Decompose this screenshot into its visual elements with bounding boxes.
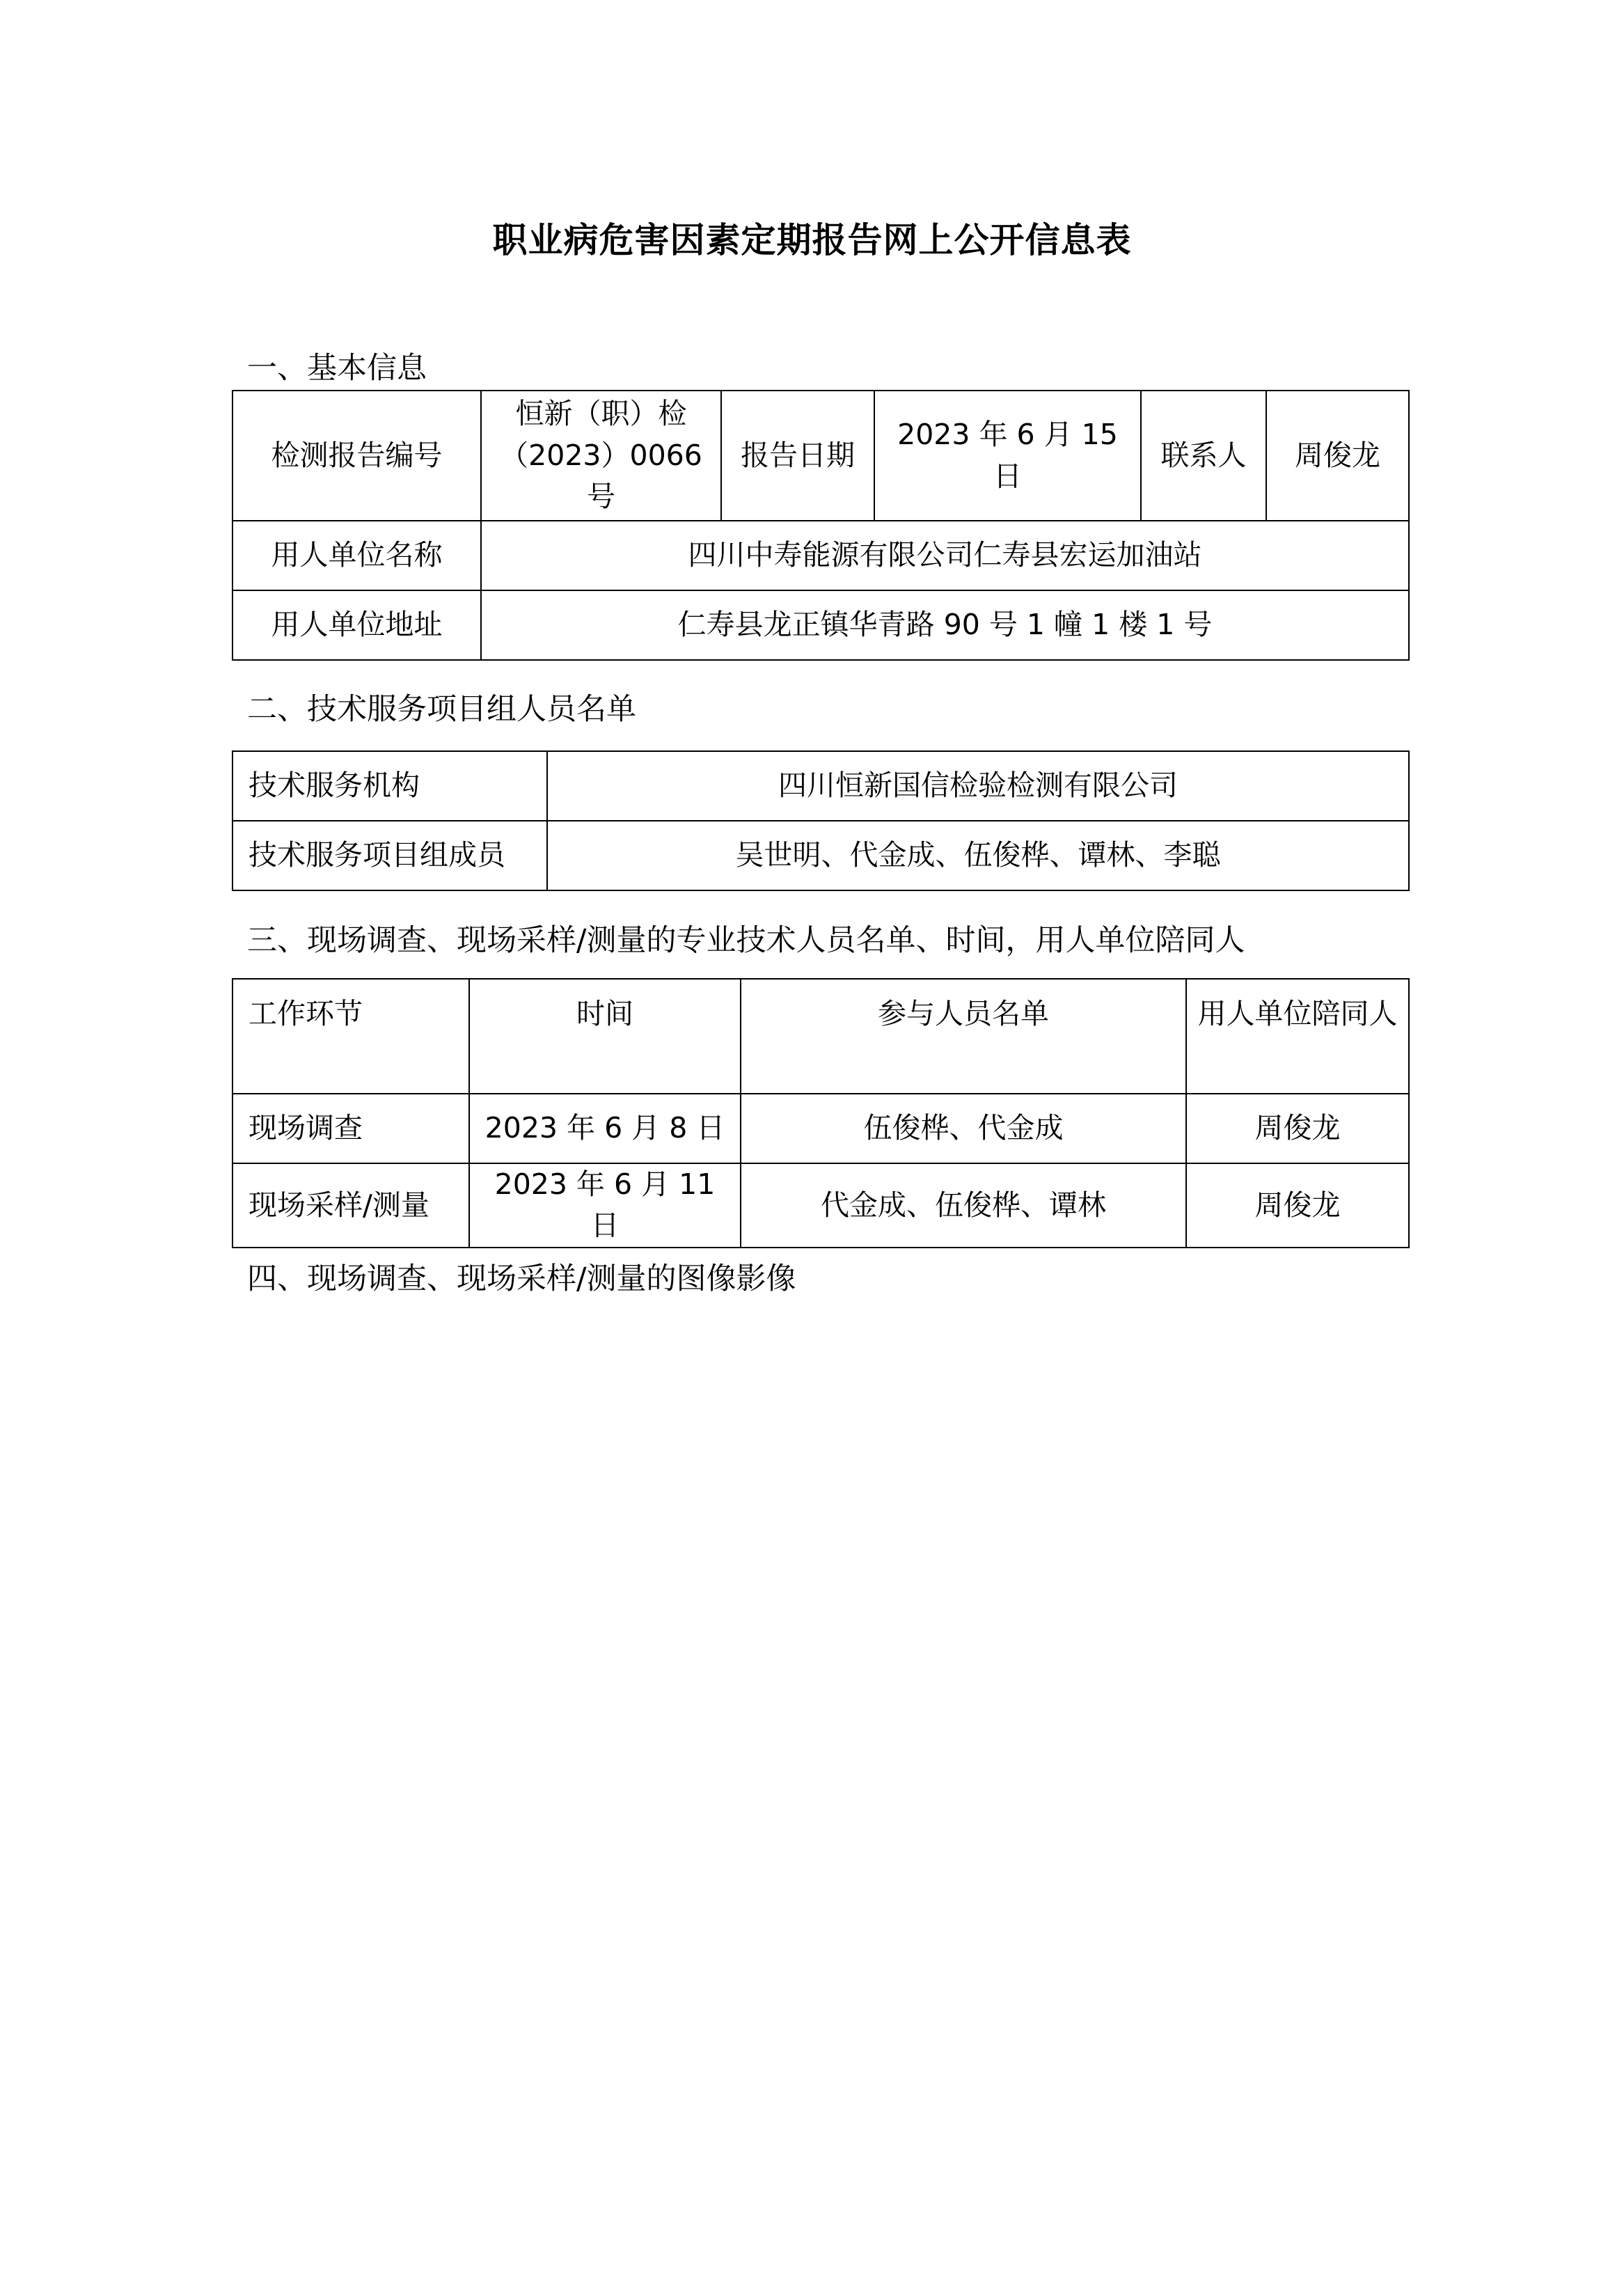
contact-value: 周俊龙: [1266, 391, 1409, 521]
report-number-line-2: （2023）0066 号: [500, 438, 702, 514]
employer-address-label: 用人单位地址: [232, 590, 481, 660]
team-table: [232, 750, 1410, 891]
section-heading-team: 二、技术服务项目组人员名单: [247, 692, 636, 727]
report-date-value: 2023 年 6 月 15 日: [874, 391, 1141, 521]
report-number-line-1: 恒新（职）检: [515, 397, 687, 431]
section-heading-fieldwork: 三、现场调查、现场采样/测量的专业技术人员名单、时间，用人单位陪同人: [247, 923, 1245, 958]
report-number-label: 检测报告编号: [232, 391, 481, 521]
fieldwork-participants: 伍俊桦、代金成: [741, 1094, 1186, 1163]
employer-name-label: 用人单位名称: [232, 521, 481, 590]
fieldwork-time: 2023 年 6 月 8 日: [469, 1094, 741, 1163]
employer-address-value: 仁寿县龙正镇华青路 90 号 1 幢 1 楼 1 号: [481, 590, 1409, 660]
tech-org-value: 四川恒新国信检验检测有限公司: [547, 751, 1409, 821]
fieldwork-header-participants: 参与人员名单: [741, 979, 1186, 1094]
employer-name-value: 四川中寿能源有限公司仁寿县宏运加油站: [481, 521, 1409, 590]
fieldwork-escort: 周俊龙: [1186, 1163, 1409, 1248]
fieldwork-participants: 代金成、伍俊桦、谭林: [741, 1163, 1186, 1248]
section-heading-basic-info: 一、基本信息: [247, 351, 427, 386]
table-row: [232, 1163, 1409, 1248]
table-row: [232, 1094, 1409, 1163]
fieldwork-escort: 周俊龙: [1186, 1094, 1409, 1163]
fieldwork-table: [232, 978, 1410, 1248]
tech-org-label: 技术服务机构: [232, 751, 547, 821]
team-members-label: 技术服务项目组成员: [232, 821, 547, 890]
document-title: 职业病危害因素定期报告网上公开信息表: [492, 220, 1132, 260]
fieldwork-header-escort: 用人单位陪同人: [1186, 979, 1409, 1094]
contact-label: 联系人: [1141, 391, 1266, 521]
fieldwork-stage: 现场调查: [232, 1094, 469, 1163]
fieldwork-time: 2023 年 6 月 11 日: [469, 1163, 741, 1248]
fieldwork-header-time: 时间: [469, 979, 741, 1094]
report-date-label: 报告日期: [721, 391, 874, 521]
basic-info-table: [232, 390, 1410, 661]
report-number-value: [481, 391, 721, 521]
fieldwork-header-stage: 工作环节: [232, 979, 469, 1094]
team-members-value: 吴世明、代金成、伍俊桦、谭林、李聪: [547, 821, 1409, 890]
section-heading-images: 四、现场调查、现场采样/测量的图像影像: [247, 1261, 796, 1296]
fieldwork-stage: 现场采样/测量: [232, 1163, 469, 1248]
